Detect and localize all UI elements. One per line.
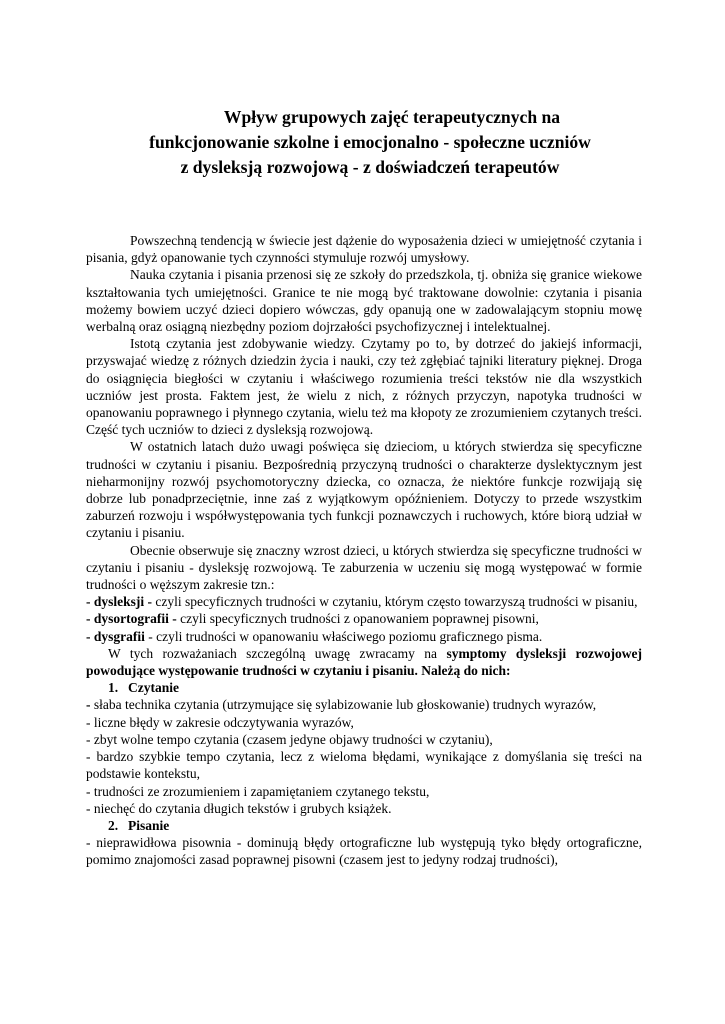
definition-dysgrafia — [86, 628, 642, 645]
document-body — [86, 232, 642, 869]
section-title: Czytanie — [128, 680, 179, 696]
symptoms-intro-bold: symptomy dysleksji rozwojowej powodujące występowanie trudności w czytaniu i pisaniu. Należą do nich: — [86, 645, 643, 679]
definition-term: - dysgrafii — [86, 628, 145, 644]
symptoms-intro-plain: W tych rozważaniach szczególną uwagę zwracamy na — [108, 645, 447, 661]
definition-text: czyli specyficznych trudności w czytaniu, którym często towarzyszą trudności w pisaniu, — [152, 594, 638, 610]
section-number: 1. — [108, 680, 119, 696]
section-heading-pisanie — [86, 817, 642, 834]
section-title: Pisanie — [128, 817, 170, 833]
list-item: - bardzo szybkie tempo czytania, lecz z wieloma błędami, wynikające z domyślania się treści na podstawie kontekstu, — [86, 749, 642, 782]
title-line-3: z dysleksją rozwojową - z doświadczeń terapeutów — [180, 157, 560, 177]
definition-dysortografia — [86, 610, 642, 627]
definition-text: czyli specyficznych trudności z opanowaniem poprawnej pisowni, — [176, 611, 539, 627]
paragraph-1: Powszechną tendencją w świecie jest dążenie do wyposażenia dzieci w umiejętność czytania i pisania, gdyż opanowanie tych czynności stymuluje rozwój umysłowy. — [86, 233, 642, 266]
title-line-1: Wpływ grupowych zajęć terapeutycznych na — [223, 107, 561, 127]
section-number: 2. — [108, 817, 119, 833]
list-item: - zbyt wolne tempo czytania (czasem jedyne objawy trudności w czytaniu), — [86, 731, 493, 747]
title-line-2: funkcjonowanie szkolne i emocjonalno - społeczne uczniów — [149, 132, 591, 152]
definition-term: - dysleksji - — [86, 594, 153, 610]
document-title — [60, 105, 680, 180]
list-item: - liczne błędy w zakresie odczytywania wyrazów, — [86, 714, 354, 730]
definition-text: - czyli trudności w opanowaniu właściwego poziomu graficznego pisma. — [144, 628, 543, 644]
list-item: - niechęć do czytania długich tekstów i grubych książek. — [86, 800, 392, 816]
definition-term: - dysortografii - — [86, 611, 177, 627]
list-item: - nieprawidłowa pisownia - dominują błędy ortograficzne lub występują tyko błędy ortograficzne, pomimo znajomości zasad poprawnej pisowni (czasem jest to jedyny rodzaj trudności), — [86, 835, 642, 868]
paragraph-2: Nauka czytania i pisania przenosi się ze szkoły do przedszkola, tj. obniża się granice wiekowe kształtowania tych umiejętności. Granice te nie mogą być traktowane dowolnie: czytania i pisania możemy bowiem uczyć dzieci dopiero wówczas, gdy opanują one w zadowalającym stopniu mowę werbalną oraz osiągną niezbędny poziom dojrzałości psychofizycznej i intelektualnej. — [86, 267, 642, 335]
paragraph-3: Istotą czytania jest zdobywanie wiedzy. Czytamy po to, by dotrzeć do jakiejś informacji, przyswajać wiedzę z różnych dziedzin życia i nauki, czy też zgłębiać tajniki literatury pięknej. Droga do osiągnięcia biegłości w czytaniu i właściwego rozumienia treści tekstów nie dla wszystkich uczniów jest prosta. Faktem jest, że wielu z nich, z różnych przyczyn, napotyka trudności w opanowaniu poprawnego i płynnego czytania, wielu też ma kłopoty ze zrozumieniem czytanych treści. Część tych uczniów to dzieci z dysleksją rozwojową. — [86, 336, 642, 438]
symptoms-intro — [86, 645, 642, 679]
definition-dysleksja — [86, 593, 642, 610]
list-item-text: słaba technika czytania (utrzymujące się sylabizowanie lub głoskowanie) trudnych wyrazów, — [90, 697, 597, 713]
paragraph-5: Obecnie obserwuje się znaczny wzrost dzieci, u których stwierdza się specyficzne trudności w czytaniu i pisaniu - dysleksję rozwojową. Te zaburzenia w uczeniu się mogą występować w formie trudności o węższym zakresie tzn.: — [86, 542, 642, 593]
paragraph-4: W ostatnich latach dużo uwagi poświęca się dzieciom, u których stwierdza się specyficzne trudności w czytaniu i pisaniu. Bezpośrednią przyczyną trudności o charakterze dyslektycznym jest nieharmonijny rozwój psychomotoryczny dziecka, co oznacza, że niektóre funkcje rozwijają się dobrze lub ponadprzeciętnie, inne zaś z wyjątkowym opóźnieniem. Dotyczy to przede wszystkim zaburzeń rozwoju i współwystępowania tych funkcji poznawczych i ruchowych, które biorą udział w czytaniu i pisaniu. — [86, 439, 642, 541]
section-heading-czytanie — [86, 679, 642, 696]
list-item — [86, 696, 642, 713]
list-dash: - — [86, 697, 91, 713]
list-item: - trudności ze zrozumieniem i zapamiętaniem czytanego tekstu, — [86, 783, 430, 799]
